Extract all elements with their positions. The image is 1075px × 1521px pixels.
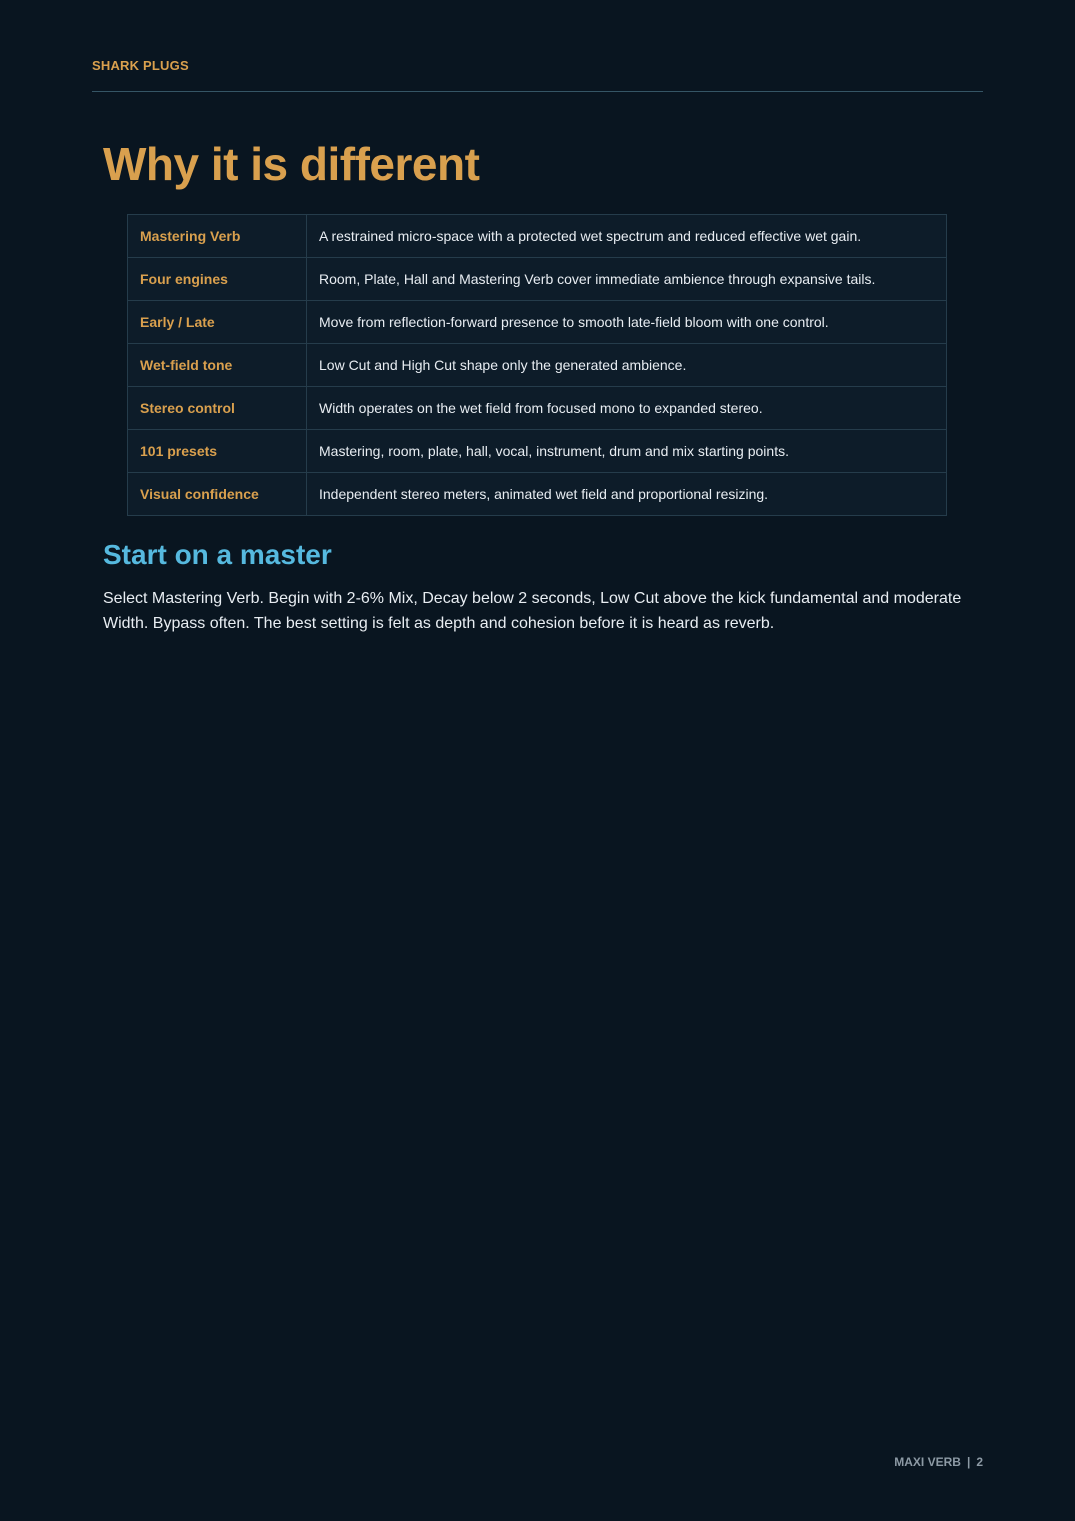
feature-name: Mastering Verb: [128, 215, 307, 258]
header-divider: [92, 91, 983, 92]
table-row: [128, 387, 947, 430]
table-row: [128, 301, 947, 344]
section-body: Select Mastering Verb. Begin with 2-6% Mix, Decay below 2 seconds, Low Cut above the kick fundamental and moderate Width. Bypass often. The best setting is felt as depth and cohesion before it is heard as reverb.: [103, 590, 962, 632]
feature-name: Four engines: [128, 258, 307, 301]
feature-description: Move from reflection-forward presence to smooth late-field bloom with one control.: [307, 301, 947, 344]
footer-product-name: MAXI VERB: [894, 1455, 961, 1469]
feature-name: Early / Late: [128, 301, 307, 344]
table-row: [128, 473, 947, 516]
table-row: [128, 430, 947, 473]
feature-description: Width operates on the wet field from focused mono to expanded stereo.: [307, 387, 947, 430]
table-row: [128, 215, 947, 258]
feature-description: Mastering, room, plate, hall, vocal, instrument, drum and mix starting points.: [307, 430, 947, 473]
page-footer: [894, 1455, 983, 1469]
table-row: [128, 258, 947, 301]
page-title: Why it is different: [103, 138, 480, 190]
page-number: 2: [976, 1455, 983, 1469]
section-title: Start on a master: [103, 539, 332, 570]
feature-name: Visual confidence: [128, 473, 307, 516]
feature-description: Low Cut and High Cut shape only the generated ambience.: [307, 344, 947, 387]
feature-description: Independent stereo meters, animated wet field and proportional resizing.: [307, 473, 947, 516]
table-row: [128, 344, 947, 387]
feature-description: A restrained micro-space with a protected wet spectrum and reduced effective wet gain.: [307, 215, 947, 258]
feature-description: Room, Plate, Hall and Mastering Verb cover immediate ambience through expansive tails.: [307, 258, 947, 301]
feature-name: 101 presets: [128, 430, 307, 473]
feature-name: Wet-field tone: [128, 344, 307, 387]
footer-separator: |: [966, 1455, 971, 1469]
features-table: [127, 214, 947, 516]
brand-name: SHARK PLUGS: [92, 58, 189, 73]
feature-name: Stereo control: [128, 387, 307, 430]
